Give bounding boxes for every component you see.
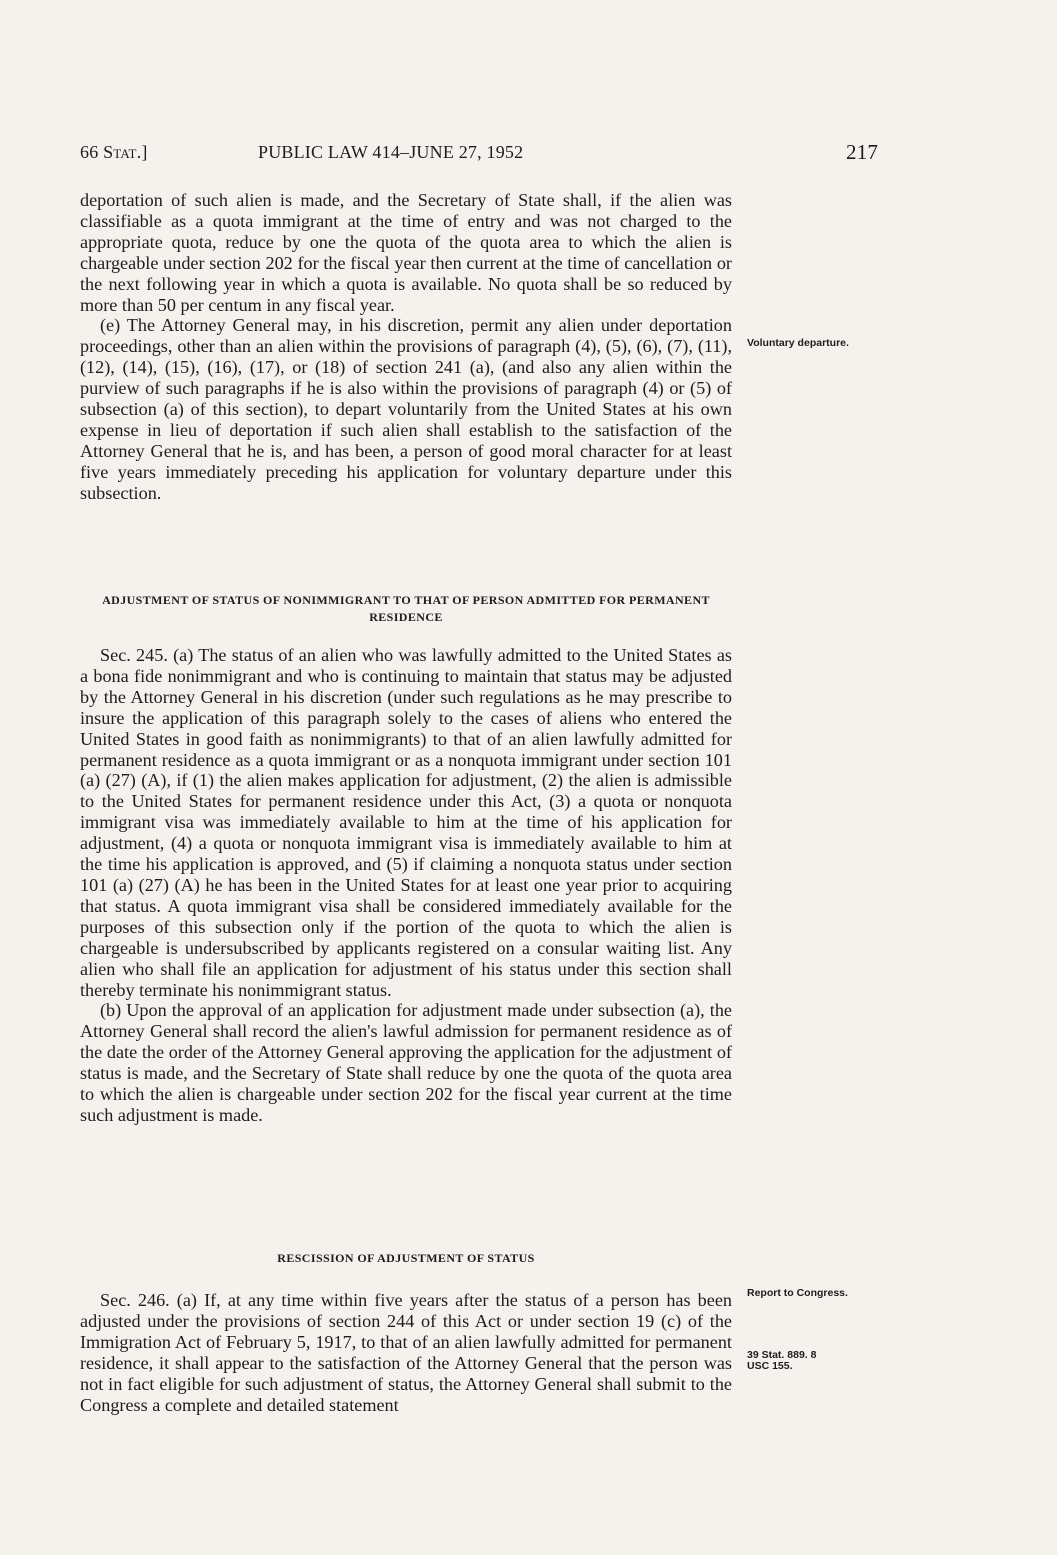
section-heading-adjustment: ADJUSTMENT OF STATUS OF NONIMMIGRANT TO THAT OF PERSON ADMITTED FOR PERMANENT RESIDENCE [102,593,710,624]
paragraph-sec-246-a: Sec. 246. (a) If, at any time within five years after the status of a person has been adjusted under the provisions of section 244 of this Act or under section 19 (c) of the Immigration Act of February 5, 1917, to that of an alien lawfully admitted for permanent residence, it shall appear to the satisfaction of the Attorney General that the person was not in fact eligible for such adjustment of status, the Attorney General shall submit to the Congress a complete and detailed statement [80,1290,732,1415]
section-heading-rescission: RESCISSION OF ADJUSTMENT OF STATUS [277,1251,535,1265]
body-block-3 [80,1290,732,1415]
paragraph-sec-245-a: Sec. 245. (a) The status of an alien who was lawfully admitted to the United States as a bona fide nonimmigrant and who is continuing to maintain that status may be adjusted by the Attorney General in his discretion (under such regulations as he may prescribe to insure the application of this paragraph solely to the cases of aliens who entered the United States in good faith as nonimmigrants) to that of an alien lawfully admitted for permanent residence as a quota immigrant or as a nonquota immigrant under section 101 (a) (27) (A), if (1) the alien makes application for adjustment, (2) the alien is admissible to the United States for permanent residence under this Act, (3) a quota or nonquota immigrant visa was immediately available to him at the time of his application for adjustment, (4) a quota or nonquota immigrant visa is immediately available to him at the time his application is approved, and (5) if claiming a nonquota status under section 101 (a) (27) (A) he has been in the United States for at least one year prior to acquiring that status. A quota immigrant visa shall be considered immediately available for the purposes of this subsection only if the portion of the quota to which the alien is chargeable is undersubscribed by applicants registered on a consular waiting list. Any alien who shall file an application for adjustment of his status under this section shall thereby terminate his nonimmigrant status. [80,645,732,1000]
page-number: 217 [846,140,879,164]
paragraph-continuation: deportation of such alien is made, and the Secretary of State shall, if the alien was classifiable as a quota immigrant at the time of entry and was not charged to the appropriate quota, reduce by one the quota of the quota area to which the alien is chargeable under section 202 for the fiscal year then current at the time of cancellation or the next following year in which a quota is available. No quota shall be so reduced by more than 50 per centum in any fiscal year. [80,190,732,315]
margin-note-report: Report to Congress. [747,1287,848,1299]
margin-note-voluntary-departure: Voluntary departure. [747,337,849,349]
running-head: PUBLIC LAW 414–JUNE 27, 1952 [258,142,524,162]
margin-note-citation: 39 Stat. 889. 8 USC 155. [747,1349,817,1372]
statute-volume: 66 Stat.] [80,142,148,162]
paragraph-sec-245-b: (b) Upon the approval of an application for adjustment made under subsection (a), the Attorney General shall record the alien's lawful admission for permanent residence as of the date the order of the Attorney General approving the application for the adjustment of status is made, and the Secretary of State shall reduce by one the quota of the quota area to which the alien is chargeable under section 202 for the fiscal year current at the time such adjustment is made. [80,1000,732,1125]
body-block-1 [80,190,732,504]
body-block-2 [80,645,732,1126]
paragraph-subsection-e: (e) The Attorney General may, in his discretion, permit any alien under deportation proceedings, other than an alien within the provisions of paragraph (4), (5), (6), (7), (11), (12), (14), (15), (16), (17), or (18) of section 241 (a), (and also any alien within the purview of such paragraphs if he is also within the provisions of paragraph (4) or (5) of subsection (a) of this section), to depart voluntarily from the United States at his own expense in lieu of deportation if such alien shall establish to the satisfaction of the Attorney General that he is, and has been, a person of good moral character for at least five years immediately preceding his application for voluntary departure under this subsection. [80,315,732,503]
